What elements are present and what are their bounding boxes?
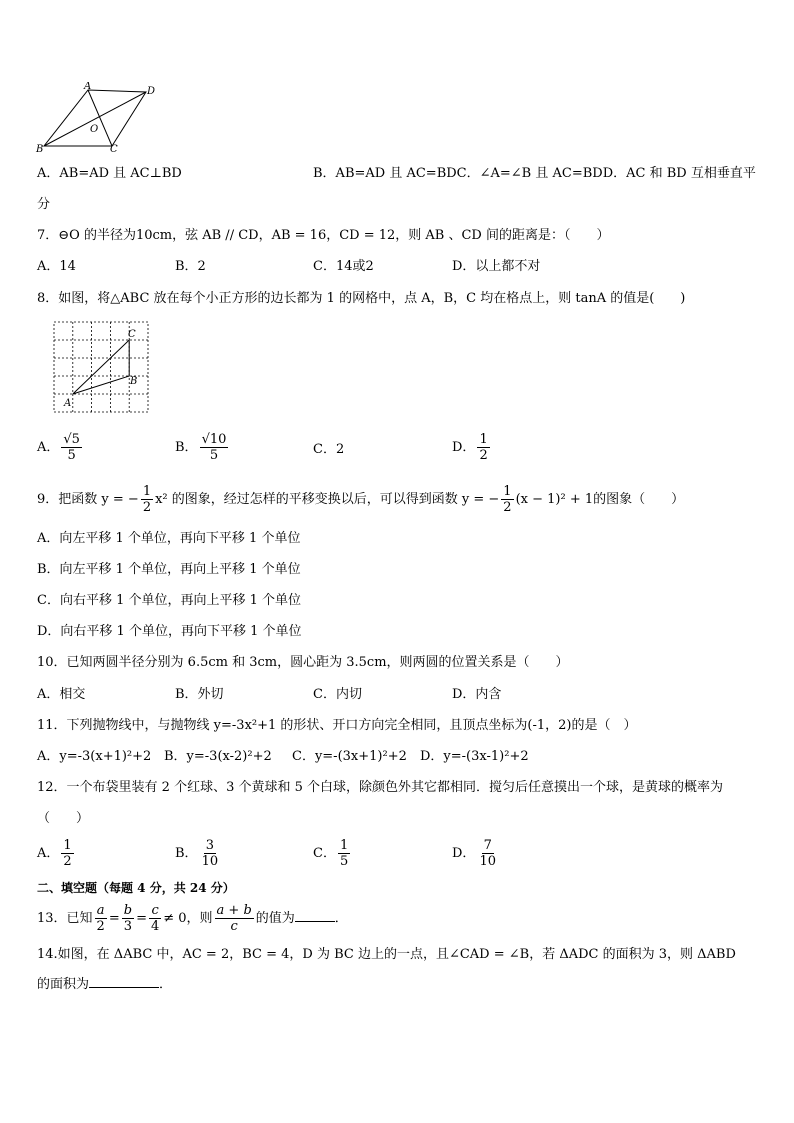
grid-label-B: B <box>130 376 138 387</box>
q9-f1-den: 2 <box>142 500 152 515</box>
q8-b-fraction <box>200 432 229 463</box>
q12-option-d <box>452 838 500 869</box>
q14-end: ． <box>159 977 173 992</box>
q8-option-a <box>37 432 84 463</box>
q13-c-den: 4 <box>150 919 160 934</box>
q7-option-d: D．以上都不对 <box>452 259 541 274</box>
q13-eq2: = <box>136 911 147 926</box>
q8-d-label: D． <box>452 440 476 455</box>
label-A: A <box>84 82 92 92</box>
grid-label-C: C <box>128 329 136 340</box>
q8-a-fraction <box>61 432 82 463</box>
grid-figure <box>52 320 152 416</box>
q9-stem-pre: 9．把函数 y = − <box>37 492 139 507</box>
q8-b-num: √10 <box>201 432 227 447</box>
q13-frac-result <box>215 903 254 934</box>
q9-option-b: B．向左平移 1 个单位，再向上平移 1 个单位 <box>37 562 301 577</box>
q9-fraction-2 <box>501 484 513 515</box>
q12-a-fraction <box>61 838 73 869</box>
q10-option-c: C．内切 <box>313 687 362 702</box>
q11-option-a: A．y=-3(x+1)²+2 <box>37 749 152 764</box>
q9-stem-mid: x² 的图象，经过怎样的平移变换以后，可以得到函数 y = − <box>155 492 500 507</box>
q8-d-num: 1 <box>479 432 488 447</box>
q8-a-den: 5 <box>67 448 76 463</box>
q12-option-b <box>175 838 222 869</box>
q10-option-d: D．内含 <box>452 687 502 702</box>
q9-option-a: A．向左平移 1 个单位，再向下平移 1 个单位 <box>37 531 301 546</box>
q12-a-num: 1 <box>63 838 72 853</box>
q13-frac-a <box>95 903 107 934</box>
q12-stem-cont: （ ） <box>37 811 90 826</box>
q12-option-a <box>37 838 76 869</box>
q14-stem-cont <box>37 976 172 994</box>
q8-option-b <box>175 432 230 463</box>
q12-a-label: A． <box>37 846 60 861</box>
q8-a-label: A． <box>37 440 60 455</box>
q8-b-den: 5 <box>209 448 219 463</box>
q13-a-den: 2 <box>96 919 105 934</box>
q9-stem-post: (x − 1)² + 1的图象（ ） <box>515 492 685 507</box>
q8-option-d <box>452 432 492 463</box>
q13-post: 的值为 <box>255 911 295 926</box>
q12-b-label: B． <box>175 846 198 861</box>
q10-option-b: B．外切 <box>175 687 224 702</box>
q13-pre: 13．已知 <box>37 911 93 926</box>
q8-stem: 8．如图，将△ABC 放在每个小正方形的边长都为 1 的网格中，点 A，B，C 均在格点上，则 tanA 的值是( ) <box>37 291 686 306</box>
q12-a-den: 2 <box>63 854 72 869</box>
label-D: D <box>147 86 156 97</box>
q9-f1-num: 1 <box>142 484 152 499</box>
q9-f2-den: 2 <box>503 500 512 515</box>
q9-f2-num: 1 <box>503 484 512 499</box>
q12-b-fraction <box>200 838 221 869</box>
q11-stem: 11．下列抛物线中，与抛物线 y=-3x²+1 的形状、开口方向完全相同，且顶点坐标为(-1，2)的是（ ） <box>37 718 637 733</box>
q14-pre: 的面积为 <box>37 977 90 992</box>
q14-answer-blank[interactable] <box>89 987 159 988</box>
q7-option-a: A．14 <box>37 259 76 274</box>
q7-option-b: B．2 <box>175 259 206 274</box>
q12-option-c <box>313 838 352 869</box>
q13-frac-b <box>122 903 134 934</box>
q9-fraction-1 <box>141 484 153 515</box>
q6-option-a: A．AB=AD 且 AC⊥BD <box>37 166 182 181</box>
q13-r-num: a + b <box>216 903 252 918</box>
q12-d-den: 10 <box>479 854 496 869</box>
grid-label-A: A <box>64 398 72 409</box>
q8-b-label: B． <box>175 440 198 455</box>
label-C: C <box>110 144 118 154</box>
q6-option-cont: 分 <box>37 197 51 212</box>
q8-d-den: 2 <box>479 448 488 463</box>
q12-d-label: D． <box>452 846 476 861</box>
q12-c-num: 1 <box>339 838 349 853</box>
q14-stem: 14.如图，在 ΔABC 中，AC = 2，BC = 4，D 为 BC 边上的一点，且∠CAD = ∠B，若 ΔADC 的面积为 3，则 ΔABD <box>37 947 736 962</box>
q11-option-d: D．y=-(3x-1)²+2 <box>420 749 529 764</box>
q13-b-den: 3 <box>123 919 133 934</box>
q10-stem: 10．已知两圆半径分别为 6.5cm 和 3cm，圆心距为 3.5cm，则两圆的位置关系是（ ） <box>37 655 569 670</box>
q9-option-c: C．向右平移 1 个单位，再向上平移 1 个单位 <box>37 593 302 608</box>
q8-option-c: C．2 <box>313 442 345 457</box>
q7-option-c: C．14或2 <box>313 259 374 274</box>
q7-stem: 7．⊖O 的半径为10cm，弦 AB // CD，AB = 16，CD = 12，则 AB 、CD 间的距离是：（ ） <box>37 228 610 243</box>
q13-end: ． <box>334 911 348 926</box>
q8-d-fraction <box>477 432 489 463</box>
rhombus-figure <box>34 82 164 154</box>
q13-stem <box>37 903 348 934</box>
q12-c-den: 5 <box>339 854 349 869</box>
q8-a-num: √5 <box>63 432 80 447</box>
q13-eq1: = <box>108 911 120 926</box>
q12-d-fraction <box>477 838 498 869</box>
label-O: O <box>90 124 99 135</box>
q13-b-num: b <box>123 903 133 918</box>
q12-stem: 12．一个布袋里装有 2 个红球、3 个黄球和 5 个白球，除颜色外其它都相同．搅匀后任意摸出一个球，是黄球的概率为 <box>37 780 724 795</box>
q13-c-num: c <box>151 903 159 918</box>
section-heading: 二、填空题（每题 4 分，共 24 分） <box>37 881 235 895</box>
q12-c-label: C． <box>313 846 336 861</box>
label-B: B <box>36 144 44 154</box>
q12-d-num: 7 <box>483 838 492 853</box>
q9-option-d: D．向右平移 1 个单位，再向下平移 1 个单位 <box>37 624 302 639</box>
q10-option-a: A．相交 <box>37 687 86 702</box>
q13-neq: ≠ 0，则 <box>163 911 213 926</box>
q9-stem <box>37 484 684 515</box>
q13-a-num: a <box>96 903 105 918</box>
q11-option-c: C．y=-(3x+1)²+2 <box>292 749 407 764</box>
q13-r-den: c <box>230 919 238 934</box>
q12-c-fraction <box>338 838 350 869</box>
q11-option-b: B．y=-3(x-2)²+2 <box>164 749 272 764</box>
q12-b-den: 10 <box>201 854 219 869</box>
q13-frac-c <box>149 903 161 934</box>
q12-b-num: 3 <box>205 838 214 853</box>
q13-answer-blank[interactable] <box>295 921 335 922</box>
q6-option-bcd: B．AB=AD 且 AC=BDC．∠A=∠B 且 AC=BDD．AC 和 BD 互相垂直平 <box>313 166 756 181</box>
